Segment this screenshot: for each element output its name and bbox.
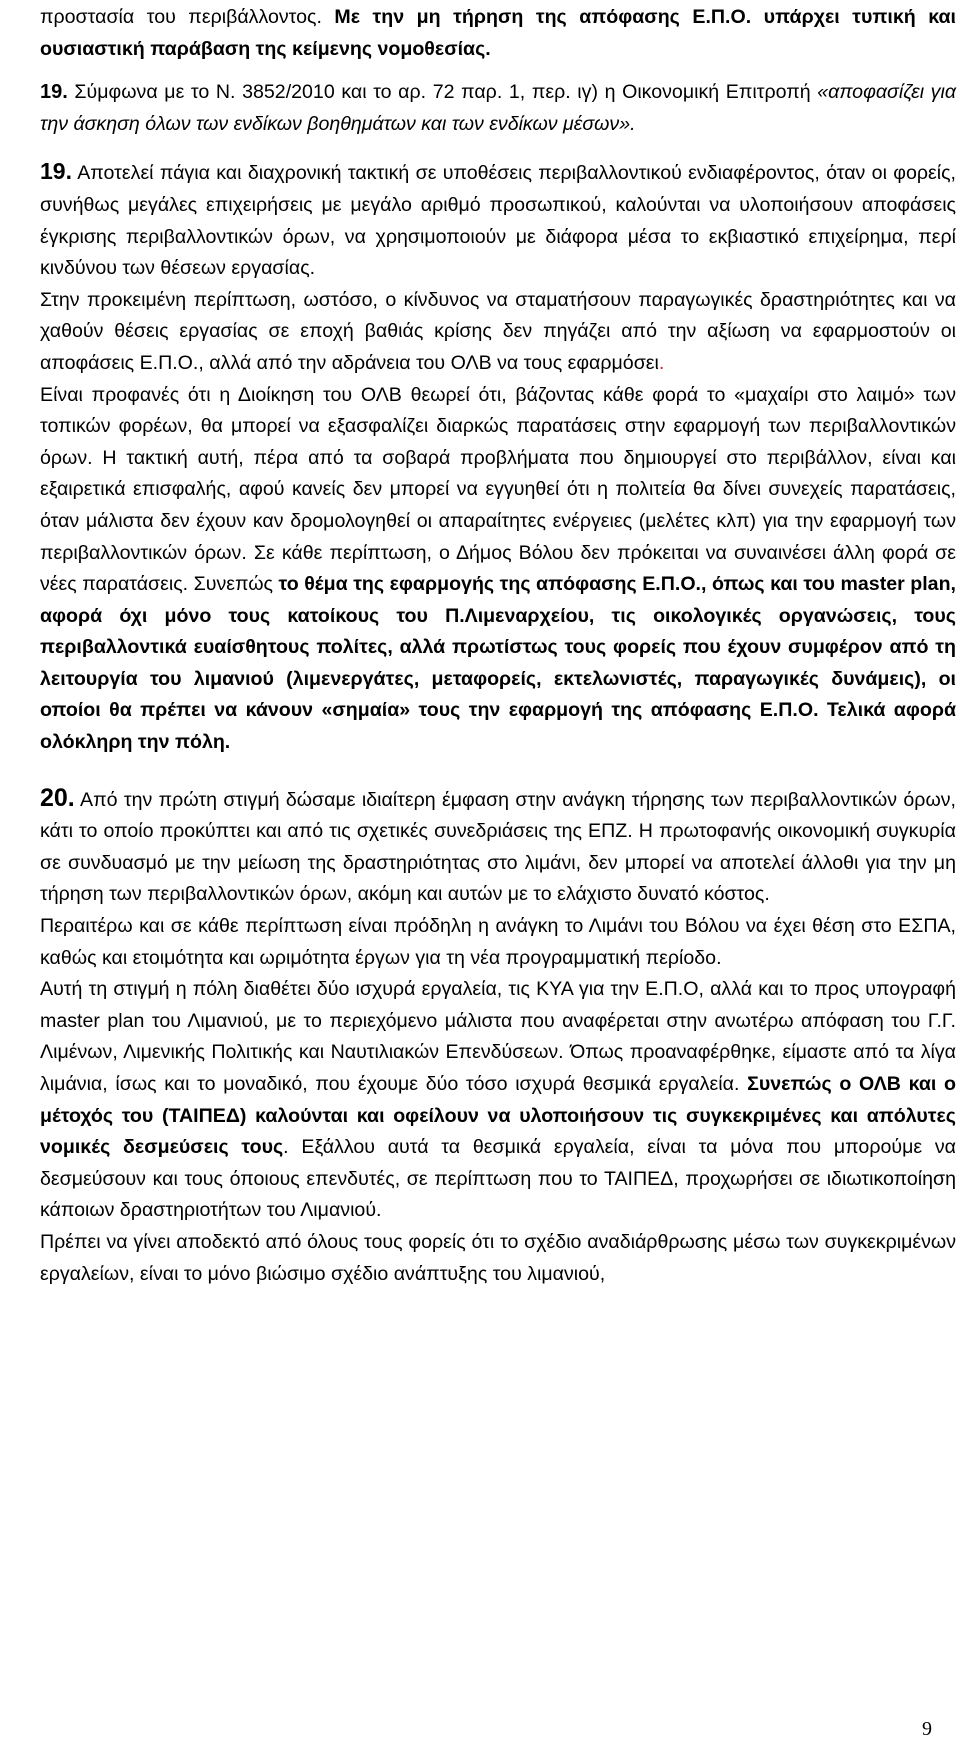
text: . Εξάλλου αυτά τα θεσμικά εργαλεία, είναι τα μόνα που μπορούμε να δεσμεύσουν και τους όποιους επενδυτές, σε περίπτωση που το ΤΑΙΠΕΔ, προχωρήσει σε ιδιωτικοποίηση κάποιων δραστηριοτήτων του Λιμανιού. <box>40 1136 956 1222</box>
italic-quote: «αποφασίζει για την άσκηση όλων των ενδίκων βοηθημάτων και των ενδίκων μέσων». <box>40 81 956 135</box>
bold-text: Συνεπώς ο ΟΛΒ και ο μέτοχός του (ΤΑΙΠΕΔ) καλούνται και οφείλουν να υλοποιήσουν τις συγκεκριμένες και απόλυτες νομικές δεσμεύσεις τους <box>40 1073 957 1159</box>
text: Σύμφωνα με το Ν. 3852/2010 και το αρ. 72 παρ. 1, περ. ιγ) η Οικονομική Επιτροπή <box>67 81 818 104</box>
paragraph-19-practice <box>40 156 956 284</box>
bold-text: Με την μη τήρηση της απόφασης Ε.Π.Ο. υπάρχει τυπική και ουσιαστική παράβαση της κείμενης νομοθεσίας. <box>40 6 956 60</box>
bold-text: το θέμα της εφαρμογής της απόφασης Ε.Π.Ο., όπως και του master plan, αφορά όχι μόνο τους κατοίκους του Π.Λιμεναρχείου, τις οικολογικές οργανώσεις, τους περιβαλλοντικά ευαίσθητους πολίτες, αλλά πρωτίστως τους φορείς που έχουν συμφέρον από τη λειτουργία του λιμανιού (λιμενεργάτες, μεταφορείς, εκτελωνιστές, παραγωγικές δυνάμεις), οι οποίοι θα πρέπει να κάνουν «σημαία» τους την εφαρμογή της απόφασης Ε.Π.Ο. Τελικά αφορά ολόκληρη την πόλη. <box>40 573 956 754</box>
paragraph-restructuring <box>40 1227 956 1290</box>
text: Αποτελεί πάγια και διαχρονική τακτική σε υποθέσεις περιβαλλοντικού ενδιαφέροντος, όταν οι φορείς, συνήθως μεγάλες επιχειρήσεις με μεγάλο αριθμό προσωπικού, καλούνται να υλοποιήσουν αποφάσεις έγκρισης περιβαλλοντικών όρων, να χρησιμοποιούν με διάφορα μέσα το εκβιαστικό επιχείρημα, περί κινδύνου των θέσεων εργασίας. <box>40 162 956 280</box>
text: προστασία του περιβάλλοντος. <box>40 6 335 28</box>
paragraph-number: 19. <box>40 158 72 185</box>
paragraph-20 <box>40 783 956 911</box>
paragraph-administration <box>40 380 956 759</box>
text: Από την πρώτη στιγμή δώσαμε ιδιαίτερη έμφαση στην ανάγκη τήρησης των περιβαλλοντικών όρων, κάτι το οποίο προκύπτει και από τις σχετικές συνεδριάσεις της ΕΠΖ. Η πρωτοφανής οικονομική συγκυρία σε συνδυασμό με την μείωση της δραστηριότητας στο λιμάνι, δεν μπορεί να αποτελεί άλλοθι για την μη τήρηση των περιβαλλοντικών όρων, ακόμη και αυτών με το ελάχιστο δυνατό κόστος. <box>40 788 956 906</box>
paragraph-risk <box>40 285 956 380</box>
text: Περαιτέρω και σε κάθε περίπτωση είναι πρόδηλη η ανάγκη το Λιμάνι του Βόλου να έχει θέση στο ΕΣΠΑ, καθώς και ετοιμότητα και ωριμότητα έργων για τη νέα προγραμματική περίοδο. <box>40 915 956 969</box>
page-number: 9 <box>922 1718 932 1740</box>
text: Στην προκειμένη περίπτωση, ωστόσο, ο κίνδυνος να σταματήσουν παραγωγικές δραστηριότητες και να χαθούν θέσεις εργασίας σε εποχή βαθιάς κρίσης δεν πηγάζει από την αξίωση να εφαρμοστούν οι αποφάσεις Ε.Π.Ο., αλλά από την αδράνεια του ΟΛΒ να τους εφαρμόσει <box>40 288 956 374</box>
paragraph-19-legal-basis <box>40 77 956 140</box>
text: Πρέπει να γίνει αποδεκτό από όλους τους φορείς ότι το σχέδιο αναδιάρθρωσης μέσω των συγκεκριμένων εργαλείων, είναι το μόνο βιώσιμο σχέδιο ανάπτυξης του λιμανιού, <box>40 1230 956 1285</box>
paragraph-espa <box>40 911 956 974</box>
paragraph-tools <box>40 974 956 1227</box>
red-period: . <box>658 351 665 374</box>
paragraph-continuation <box>40 2 956 65</box>
document-page <box>40 2 956 1290</box>
text: Αυτή τη στιγμή η πόλη διαθέτει δύο ισχυρά εργαλεία, τις ΚΥΑ για την Ε.Π.Ο, αλλά και το προς υπογραφή master plan του Λιμανιού, με το περιεχόμενο μάλιστα που αναφέρεται στην ανωτέρω απόφαση του Γ.Γ. Λιμένων, Λιμενικής Πολιτικής και Ναυτιλιακών Επενδύσεων. Όπως προαναφέρθηκε, είμαστε από τα λίγα λιμάνια, ίσως και το μοναδικό, που έχουμε δύο τόσο ισχυρά θεσμικά εργαλεία. <box>40 978 956 1095</box>
text: Είναι προφανές ότι η Διοίκηση του ΟΛΒ θεωρεί ότι, βάζοντας κάθε φορά το «μαχαίρι στο λαιμό» των τοπικών φορέων, θα μπορεί να εξασφαλίζει διαρκώς παρατάσεις στην εφαρμογή των περιβαλλοντικών όρων. Η τακτική αυτή, πέρα από τα σοβαρά προβλήματα που δημιουργεί στο περιβάλλον, είναι και εξαιρετικά επισφαλής, αφού κανείς δεν μπορεί να εγγυηθεί ότι η πολιτεία θα δίνει συνεχείς παρατάσεις, όταν μάλιστα δεν έχουν καν δρομολογηθεί οι απαραίτητες ενέργειες (μελέτες κλπ) για την εφαρμογή των περιβαλλοντικών όρων. Σε κάθε περίπτωση, ο Δήμος Βόλου δεν πρόκειται να συναινέσει άλλη φορά σε νέες παρατάσεις. Συνεπώς <box>40 383 956 596</box>
paragraph-number: 20. <box>40 783 75 812</box>
paragraph-number: 19. <box>40 81 68 104</box>
